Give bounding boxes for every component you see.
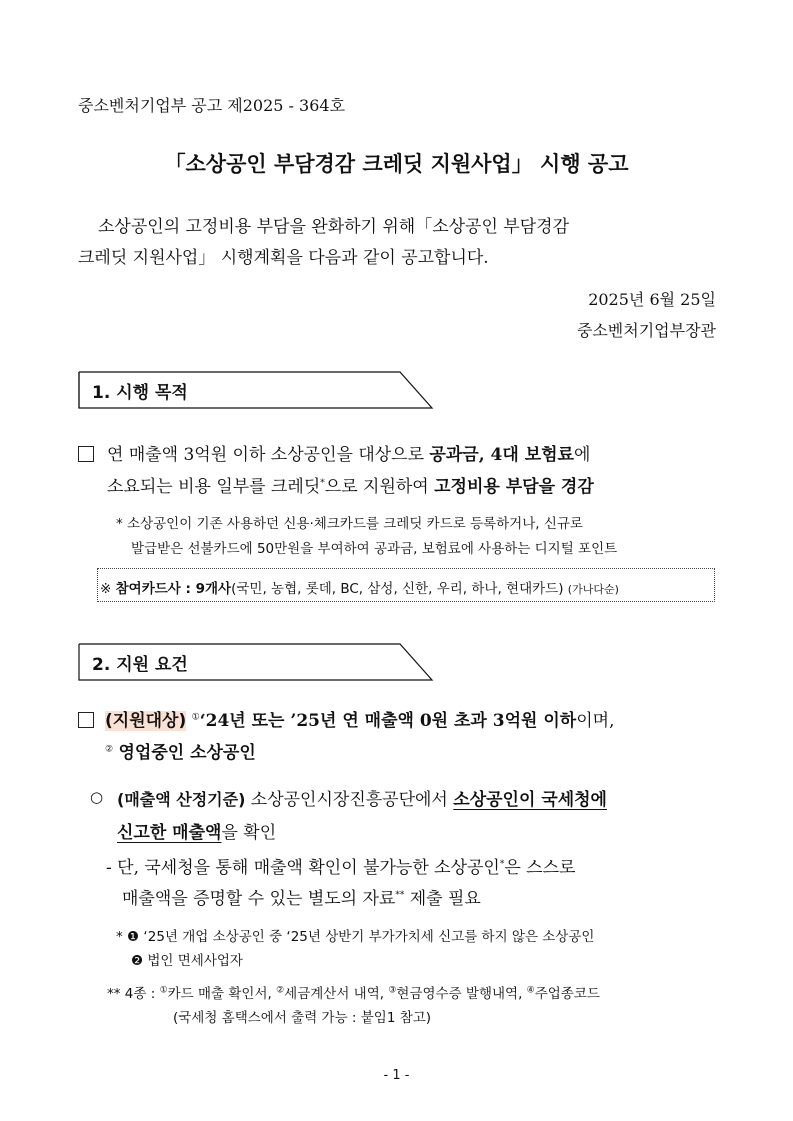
section-1-title: 1. 시행 목적: [92, 383, 188, 403]
text: 은 스스로: [504, 858, 576, 878]
text: 에: [573, 445, 591, 465]
checkbox-bullet-icon: [78, 446, 94, 462]
issuer: 중소벤처기업부장관: [576, 321, 716, 340]
circled-number: ①: [159, 985, 168, 996]
footnote-mark: *: [320, 478, 325, 489]
criteria-line-1: [117, 785, 607, 810]
text: 제출 필요: [404, 889, 481, 909]
circle-bullet-icon: ○: [90, 788, 104, 806]
circled-number: ④: [526, 985, 535, 996]
text: 카드 매출 확인서,: [167, 986, 277, 1002]
text: 매출액을 증명할 수 있는 별도의 자료: [122, 889, 396, 909]
section-1-heading: [78, 371, 434, 409]
circled-number: ②: [105, 744, 114, 755]
text-bold: 공과금, 4대 보험료: [429, 445, 574, 465]
exception-line-1: [106, 853, 575, 878]
circled-number: ②: [276, 985, 285, 996]
purpose-note-1: * 소상공인이 기존 사용하던 신용·체크카드를 크레딧 카드로 등록하거나, 신규로: [116, 516, 583, 532]
text: 을 확인: [221, 823, 277, 843]
reference-mark: ※: [100, 581, 116, 597]
text: 주업종코드: [534, 986, 600, 1002]
document-title: 「소상공인 부담경감 크레딧 지원사업」 시행 공고: [164, 152, 629, 176]
cards-list: (국민, 농협, 롯데, BC, 삼성, 신한, 우리, 하나, 현대카드): [231, 581, 564, 597]
text: 이며,: [576, 711, 615, 731]
text: 연 매출액 3억원 이하 소상공인을 대상으로: [107, 445, 430, 465]
target-line-2: [105, 738, 256, 763]
circled-number: ③: [388, 985, 397, 996]
cards-order: (가나다순): [567, 583, 619, 596]
target-line-1: [105, 706, 614, 731]
cards-label: 참여카드사 : 9개사: [115, 581, 232, 597]
notice-number: 중소벤처기업부 공고 제2025 - 364호: [78, 96, 346, 115]
text: 으로 지원하여: [324, 477, 435, 497]
footnote-mark: **: [395, 890, 405, 901]
checkbox-bullet-icon: [78, 712, 94, 728]
text-bold: 고정비용 부담을 경감: [434, 477, 594, 497]
footnote-1-line-2: ❷ 법인 면세사업자: [131, 953, 243, 969]
purpose-note-2: 발급받은 선불카드에 50만원을 부여하여 공과금, 보험료에 사용하는 디지털 포인트: [131, 541, 618, 557]
text: 현금영수증 발행내역,: [396, 986, 527, 1002]
notice-date: 2025년 6월 25일: [588, 290, 716, 309]
text: 소상공인시장진흥공단에서: [245, 790, 454, 810]
footnote-mark: *: [499, 859, 505, 870]
intro-line-1: 소상공인의 고정비용 부담을 완화하기 위해「소상공인 부담경감: [98, 217, 569, 237]
text: 세금계산서 내역,: [284, 986, 389, 1002]
footnote-2-line-2: (국세청 홈택스에서 출력 가능 : 붙임1 참고): [173, 1010, 432, 1026]
text: 소요되는 비용 일부를 크레딧: [107, 477, 321, 497]
participating-cards-box: [97, 568, 715, 602]
criteria-label: (매출액 산정기준): [117, 790, 246, 809]
target-label: (지원대상): [105, 711, 187, 731]
section-2-title: 2. 지원 요건: [92, 655, 188, 675]
circled-number: ①: [191, 712, 200, 723]
text-underlined: 신고한 매출액: [117, 823, 222, 843]
footnote-1-line-1: * ❶ ‘25년 개업 소상공인 중 ‘25년 상반기 부가가치세 신고를 하지 않은 소상공인: [116, 929, 595, 945]
text: - 단, 국세청을 통해 매출액 확인이 불가능한 소상공인: [106, 858, 500, 878]
purpose-line-2: [107, 472, 594, 497]
text-underlined: 소상공인이 국세청에: [453, 790, 607, 810]
purpose-line-1: [107, 440, 590, 465]
text: ** 4종 :: [107, 986, 160, 1002]
text-bold: ‘24년 또는 ’25년 연 매출액 0원 초과 3억원 이하: [199, 711, 577, 731]
exception-line-2: [122, 884, 481, 909]
section-2-heading: [78, 643, 434, 681]
intro-line-2: 크레딧 지원사업」 시행계획을 다음과 같이 공고합니다.: [78, 248, 489, 268]
text-bold: 영업중인 소상공인: [118, 743, 256, 763]
footnote-2-line-1: [107, 982, 600, 1002]
criteria-line-2: [117, 818, 276, 843]
page-number: - 1 -: [383, 1068, 410, 1083]
